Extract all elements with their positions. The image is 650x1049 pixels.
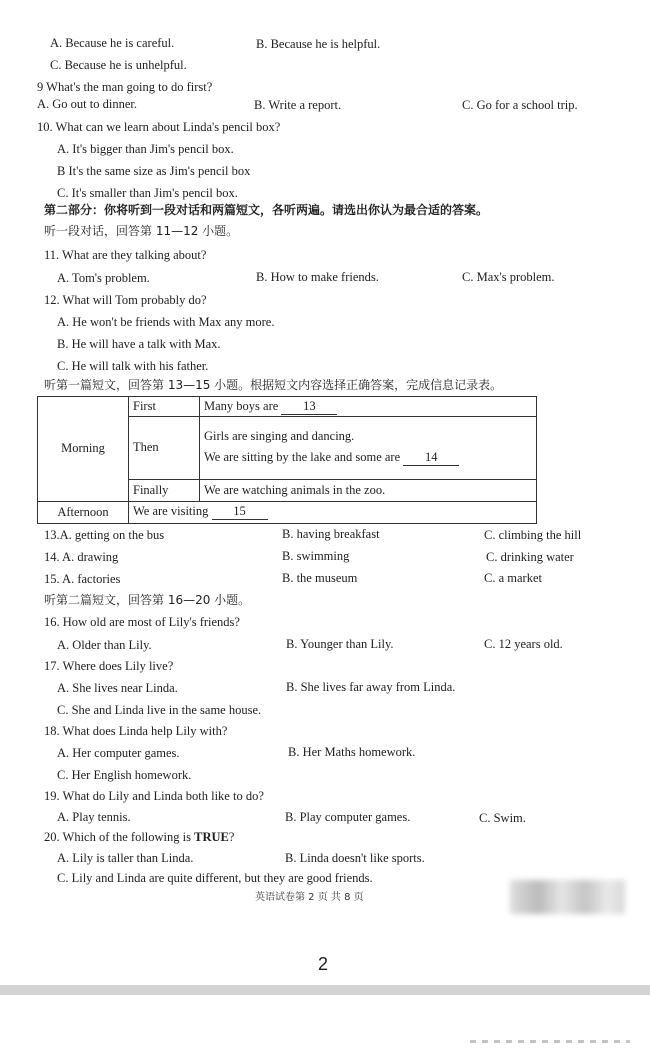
first-text: Many boys are 13 — [200, 397, 537, 417]
q11-option-b: B. How to make friends. — [256, 270, 379, 284]
dialog-intro: 听一段对话，回答第 11—12 小题。 — [44, 224, 239, 238]
blank-13: 13 — [281, 399, 337, 415]
q20-option-a: A. Lily is taller than Linda. — [57, 851, 194, 865]
q10-option-c: C. It's smaller than Jim's pencil box. — [57, 186, 238, 200]
q14-option-b: B. swimming — [282, 549, 350, 563]
q8-option-b: B. Because he is helpful. — [256, 37, 381, 51]
q18-option-c: C. Her English homework. — [57, 768, 192, 782]
q15-option-a: 15. A. factories — [44, 572, 121, 586]
blank-14: 14 — [403, 450, 459, 466]
passage2-intro: 听第二篇短文，回答第 16—20 小题。 — [44, 593, 251, 607]
q17-option-c: C. She and Linda live in the same house. — [57, 703, 262, 717]
q15-option-b: B. the museum — [282, 571, 358, 585]
q11-option-a: A. Tom's problem. — [57, 271, 150, 285]
q9-option-a: A. Go out to dinner. — [37, 97, 137, 111]
passage1-intro: 听第一篇短文，回答第 13—15 小题。根据短文内容选择正确答案，完成信息记录表。 — [44, 378, 503, 392]
q12-option-a: A. He won't be friends with Max any more. — [57, 315, 275, 329]
q13-option-c: C. climbing the hill — [484, 528, 582, 542]
q17-stem: 17. Where does Lily live? — [44, 659, 174, 673]
q17-option-b: B. She lives far away from Linda. — [286, 680, 456, 694]
blank-15: 15 — [212, 504, 268, 520]
q16-option-c: C. 12 years old. — [484, 637, 563, 651]
q20-true-emphasis: TRUE — [194, 830, 229, 844]
q16-option-b: B. Younger than Lily. — [286, 637, 394, 651]
q11-option-c: C. Max's problem. — [462, 270, 555, 284]
then-line-1: Girls are singing and dancing. — [204, 429, 355, 444]
q13-option-b: B. having breakfast — [282, 527, 380, 541]
page-footer: 英语试卷第 2 页 共 8 页 — [255, 892, 364, 903]
info-record-table — [37, 396, 537, 524]
q17-option-a: A. She lives near Linda. — [57, 681, 178, 695]
q16-stem: 16. How old are most of Lily's friends? — [44, 615, 240, 629]
q20-stem: 20. Which of the following is TRUE? — [44, 830, 235, 844]
q12-option-c: C. He will talk with his father. — [57, 359, 209, 373]
q8-option-c: C. Because he is unhelpful. — [50, 58, 187, 72]
q12-stem: 12. What will Tom probably do? — [44, 293, 207, 307]
q10-option-b: B It's the same size as Jim's pencil box — [57, 164, 251, 178]
q18-option-a: A. Her computer games. — [57, 746, 180, 760]
then-line-2: We are sitting by the lake and some are 14 — [204, 450, 532, 466]
q14-option-c: C. drinking water — [486, 550, 574, 564]
q20-option-c: C. Lily and Linda are quite different, but they are good friends. — [57, 871, 373, 885]
q8-option-a: A. Because he is careful. — [50, 36, 175, 50]
part2-heading: 第二部分：你将听到一段对话和两篇短文，各听两遍。请选出你认为最合适的答案。 — [44, 203, 489, 217]
q19-stem: 19. What do Lily and Linda both like to do? — [44, 789, 264, 803]
first-label: First — [129, 397, 200, 417]
finally-text: We are watching animals in the zoo. — [200, 479, 537, 501]
q12-option-b: B. He will have a talk with Max. — [57, 337, 221, 351]
then-text — [200, 417, 537, 479]
q19-option-b: B. Play computer games. — [285, 810, 411, 824]
q10-stem: 10. What can we learn about Linda's pencil box? — [37, 120, 281, 134]
q9-option-c: C. Go for a school trip. — [462, 98, 578, 112]
q20-option-b: B. Linda doesn't like sports. — [285, 851, 425, 865]
blurred-watermark — [510, 880, 625, 914]
q15-option-c: C. a market — [484, 571, 542, 585]
faint-scribble — [470, 1040, 630, 1043]
then-label: Then — [129, 417, 200, 479]
q9-stem: 9 What's the man going to do first? — [37, 80, 213, 94]
q9-option-b: B. Write a report. — [254, 98, 342, 112]
q16-option-a: A. Older than Lily. — [57, 638, 152, 652]
afternoon-text: We are visiting 15 — [129, 501, 537, 523]
q11-stem: 11. What are they talking about? — [44, 248, 207, 262]
q19-option-c: C. Swim. — [479, 811, 526, 825]
q18-option-b: B. Her Maths homework. — [288, 745, 416, 759]
page-number: 2 — [318, 954, 329, 974]
page-separator-bar — [0, 985, 650, 995]
afternoon-cell: Afternoon — [38, 501, 129, 523]
q10-option-a: A. It's bigger than Jim's pencil box. — [57, 142, 234, 156]
morning-cell: Morning — [38, 397, 129, 502]
q14-option-a: 14. A. drawing — [44, 550, 119, 564]
finally-label: Finally — [129, 479, 200, 501]
q18-stem: 18. What does Linda help Lily with? — [44, 724, 228, 738]
q19-option-a: A. Play tennis. — [57, 810, 131, 824]
q13-option-a: 13.A. getting on the bus — [44, 528, 165, 542]
